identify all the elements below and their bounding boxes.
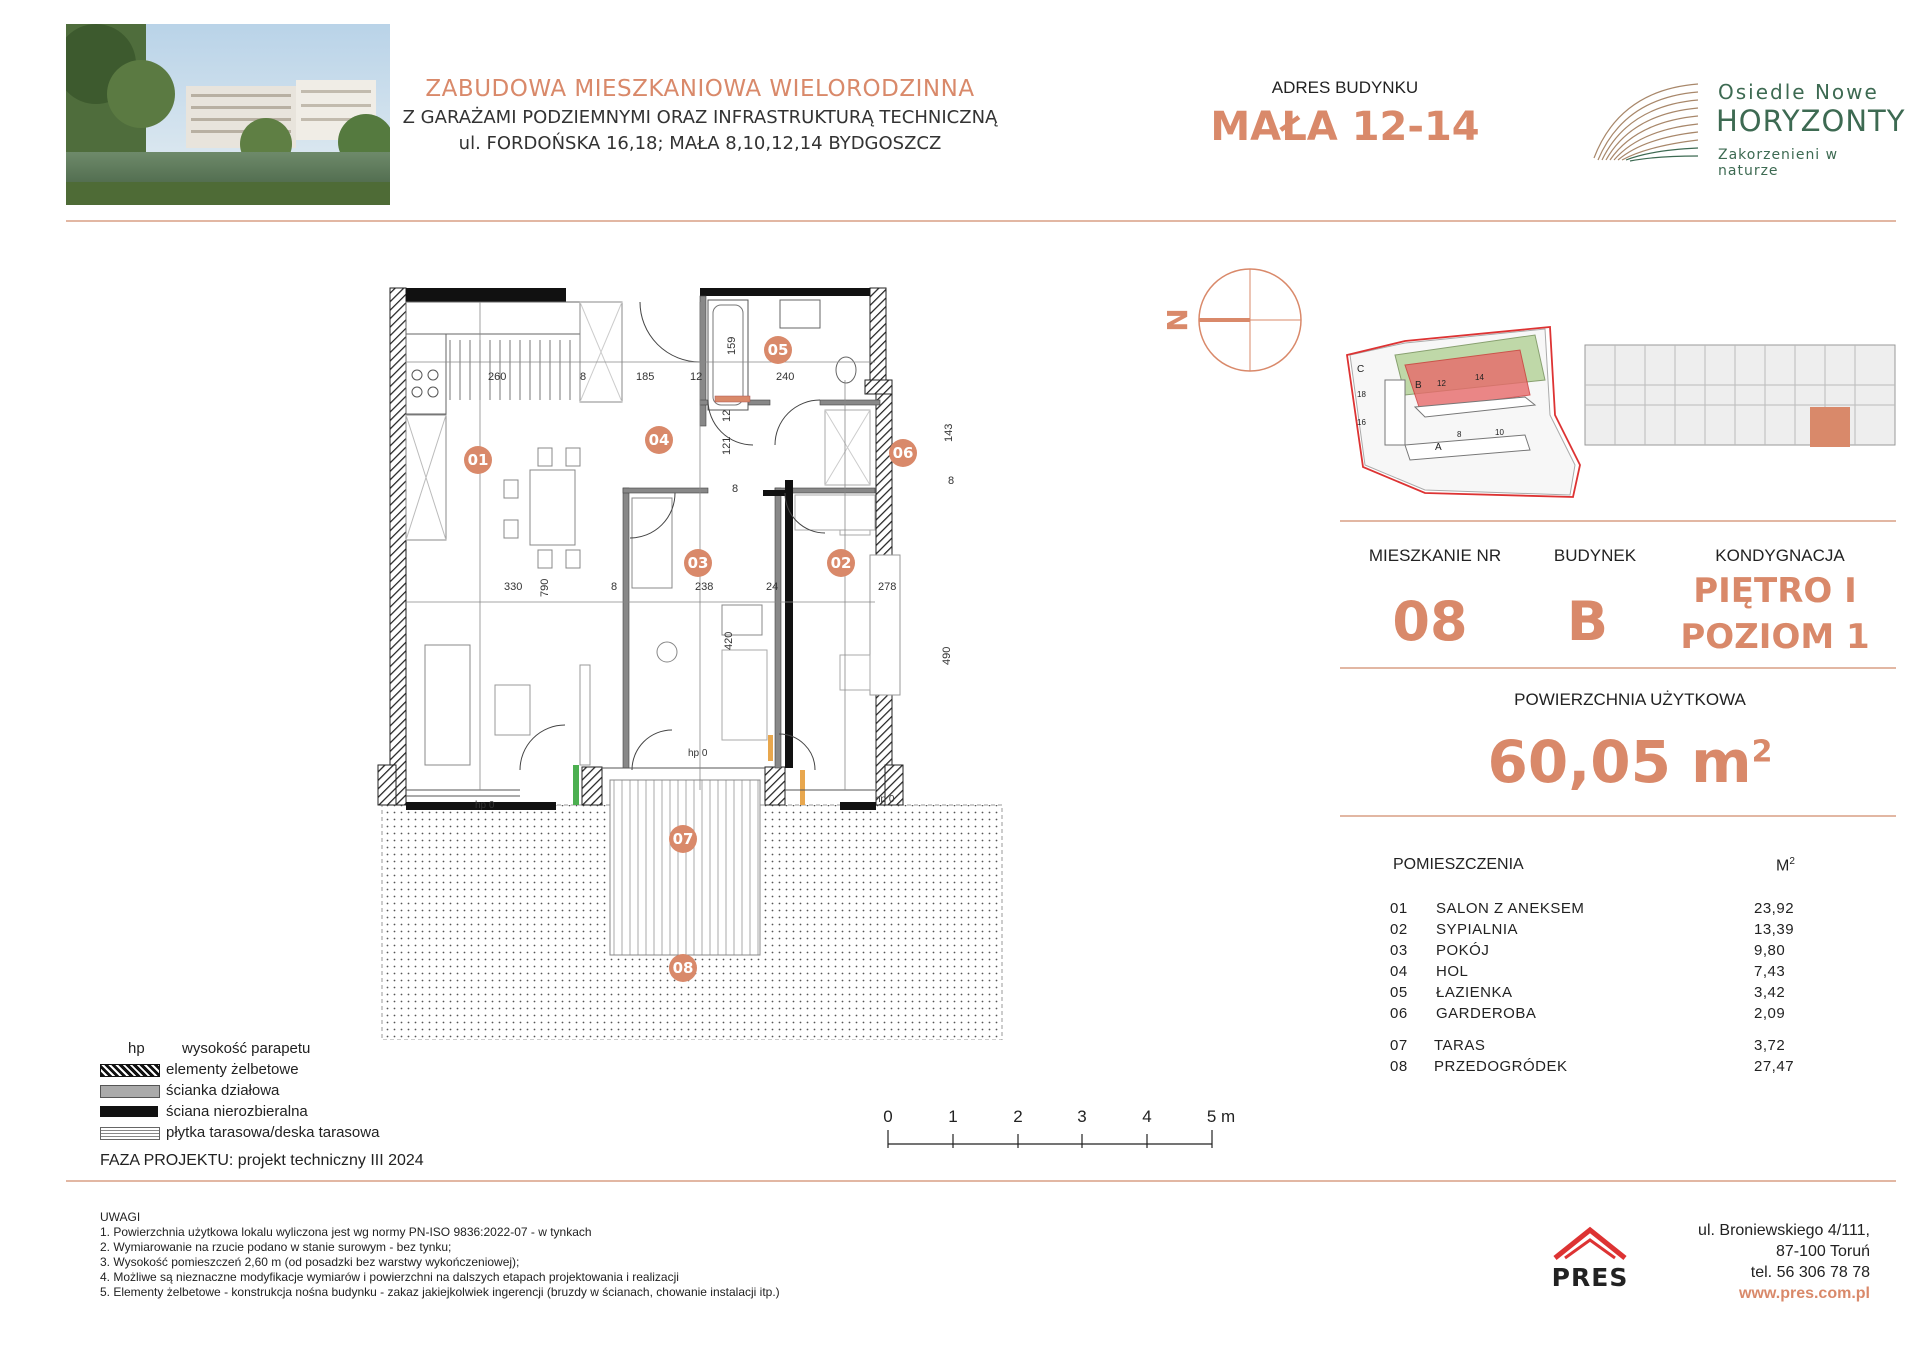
site-number: 18 [1357,390,1366,399]
svg-text:02: 02 [830,554,852,572]
floor-plan [370,270,1020,1040]
logo-line-1: Osiedle Nowe [1718,80,1879,104]
svg-text:07: 07 [672,830,694,848]
svg-text:01: 01 [467,451,489,469]
address-value: MAŁA 12-14 [1210,104,1480,150]
room-marker-08 [669,954,697,982]
parapet-label: hp 0 [475,800,495,811]
dim-label: 12 [721,409,733,422]
scale-tick: 0 [883,1107,893,1126]
room-row-07: 07 TARAS 3,72 [1390,1037,1786,1054]
svg-text:08: 08 [672,959,694,977]
room-marker-04 [645,426,673,454]
title-line-1: ZABUDOWA MIESZKANIOWA WIELORODZINNA [425,76,975,102]
dim-label: 24 [766,581,779,593]
title-line-3: ul. FORDOŃSKA 16,18; MAŁA 8,10,12,14 BYDGOSZCZ [458,133,942,154]
room-row-05: 05 ŁAZIENKA 3,42 [1390,984,1786,1001]
info-divider [1340,667,1896,669]
scale-tick: 5 m [1206,1107,1236,1126]
floor-label: KONDYGNACJA [1715,546,1845,565]
load-bearing-wall [406,288,566,302]
dim-label: 238 [695,581,714,593]
dim-label: 121 [721,436,733,455]
parapet-label: hp 0 [875,794,895,805]
room-marker-02 [827,549,855,577]
terrace-area [610,780,760,955]
dim-label: 790 [539,578,551,597]
dim-label: 159 [726,336,738,355]
building-label: BUDYNEK [1553,546,1637,565]
apartment-highlight [1810,407,1850,447]
site-plan [1345,325,1905,505]
room-row-01: 01 SALON Z ANEKSEM 23,92 [1390,900,1795,917]
pres-logo-text: PRES [1551,1263,1629,1290]
area-label: POWIERZCHNIA UŻYTKOWA [1514,690,1746,709]
notes [100,1210,780,1300]
developer-phone: tel. 56 306 78 78 [1750,1264,1870,1281]
site-label: A [1435,442,1442,453]
notes-title: UWAGI [100,1210,141,1224]
room-row-08: 08 PRZEDOGRÓDEK 27,47 [1390,1058,1795,1075]
scale-tick: 4 [1142,1107,1152,1126]
note-item: 1. Powierzchnia użytkowa lokalu wyliczona jest wg normy PN-ISO 9836:2022-07 - w tynkach [100,1225,592,1239]
floor-value [1680,568,1870,660]
dim-label: 8 [611,581,618,593]
room-marker-03 [684,549,712,577]
site-number: 10 [1495,428,1504,437]
room-row-06: 06 GARDEROBA 2,09 [1390,1005,1786,1022]
dim-label: 240 [776,371,795,383]
title-line-2: Z GARAŻAMI PODZIEMNYMI ORAZ INFRASTRUKTURĄ TECHNICZNĄ [402,107,998,128]
developer-address-1: ul. Broniewskiego 4/111, [1698,1222,1870,1239]
dim-label: 330 [504,581,523,593]
dim-label: 8 [580,371,587,383]
site-number: 12 [1437,379,1446,388]
dim-label: 278 [878,581,897,593]
info-divider [1340,815,1896,817]
dim-label: 185 [636,371,655,383]
floor-value-line-2: POZIOM 1 [1680,617,1870,657]
scale-tick: 3 [1077,1107,1087,1126]
site-number: 8 [1457,430,1462,439]
address-label: ADRES BUDYNKU [1271,78,1419,97]
room-row-04: 04 HOL 7,43 [1390,963,1786,980]
site-label: B [1415,380,1422,391]
site-label: C [1357,364,1365,375]
dim-label: 12 [690,371,703,383]
info-divider [1340,520,1896,522]
developer-website-link[interactable]: www.pres.com.pl [1739,1285,1870,1302]
scale-tick: 2 [1013,1107,1023,1126]
room-marker-06 [889,439,917,467]
header-divider [66,220,1896,222]
area-value: 60,05 $m^2$ [1487,728,1773,796]
svg-text:04: 04 [648,431,670,449]
compass [1155,265,1305,375]
note-item: 5. Elementy żelbetowe - konstrukcja nośna budynku - zakaz jakiejkolwiek ingerencji (bruzdy w ścianach, chowanie instalacji itp.) [100,1285,780,1299]
room-marker-05 [764,336,792,364]
scale-bar [880,1102,1250,1152]
north-label: N [1161,308,1194,332]
osiedle-logo [1590,80,1906,179]
logo-tagline: Zakorzenieni w naturze [1718,147,1839,179]
horizon-waves-icon [1590,80,1702,164]
room-row-02: 02 SYPIALNIA 13,39 [1390,921,1795,938]
dim-label: 260 [488,371,507,383]
apartment-label: MIESZKANIE NR [1368,546,1502,565]
room-row-03: 03 POKÓJ 9,80 [1390,942,1786,959]
parapet-label: hp 0 [688,748,708,759]
dim-label: 8 [948,475,955,487]
apartment-number: 08 [1392,590,1468,653]
svg-text:05: 05 [767,341,789,359]
developer-contact [1600,1220,1870,1304]
svg-text:03: 03 [687,554,709,572]
rooms-unit-header: $M^2$ [1776,856,1795,875]
dim-label: 143 [943,423,955,442]
footer-divider [66,1180,1896,1182]
room-marker-01 [464,446,492,474]
developer-address-2: 87-100 Toruń [1776,1243,1870,1260]
logo-line-2: HORYZONTY [1716,104,1906,138]
svg-text:06: 06 [892,444,914,462]
site-number: 14 [1475,373,1484,382]
building-visualization [66,24,390,205]
scale-tick: 1 [948,1107,958,1126]
note-item: 4. Możliwe są nieznaczne modyfikacje wymiarów i powierzchni na dalszych etapach projektowania i realizacji [100,1270,679,1284]
rooms-header: POMIESZCZENIA [1393,856,1524,873]
site-number: 16 [1357,418,1366,427]
building-value: B [1566,590,1609,653]
dim-label: 490 [941,646,953,665]
dim-label: 420 [723,631,735,650]
project-phase: FAZA PROJEKTU: projekt techniczny III 2024 [100,1152,424,1169]
note-item: 3. Wysokość pomieszczeń 2,60 m (od posadzki bez warstwy wykończeniowej); [100,1255,520,1269]
dim-label: 8 [732,483,739,495]
project-title [380,76,1020,154]
floor-value-line-1: PIĘTRO I [1693,571,1857,611]
note-item: 2. Wymiarowanie na rzucie podano w stanie surowym - bez tynku; [100,1240,452,1254]
room-marker-07 [669,825,697,853]
